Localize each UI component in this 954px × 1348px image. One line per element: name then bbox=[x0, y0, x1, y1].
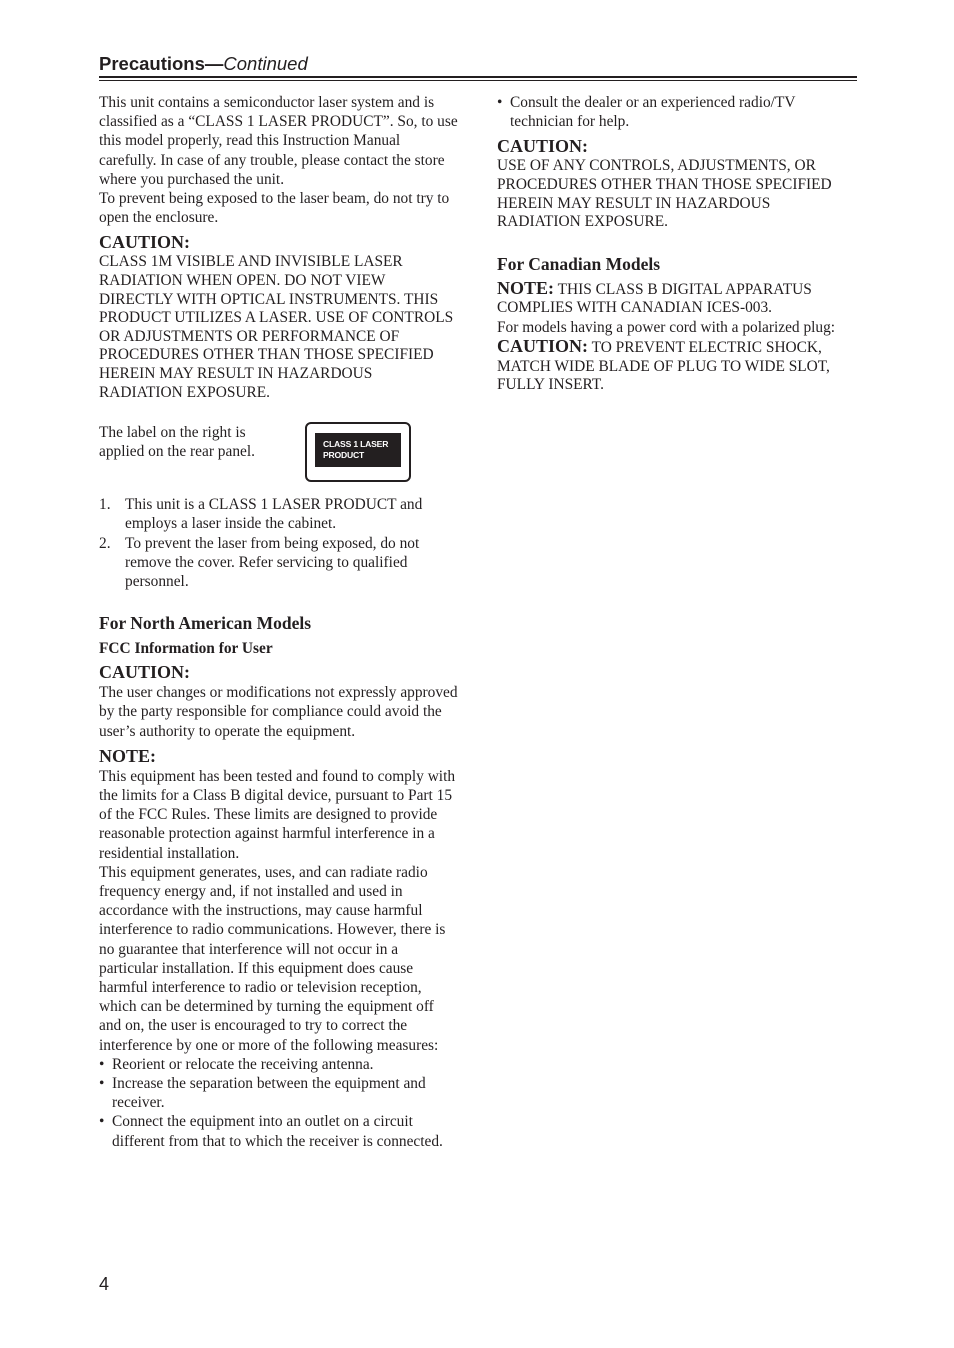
laser-label-plate bbox=[315, 433, 401, 467]
page-number: 4 bbox=[99, 1274, 110, 1294]
list-item-text: Consult the dealer or an experienced radio/TV technician for help. bbox=[510, 94, 796, 131]
class1-laser-label-image bbox=[305, 422, 411, 482]
polarized-plug-text: For models having a power cord with a polarized plug: bbox=[497, 318, 836, 336]
bullet: • bbox=[497, 94, 503, 111]
caution-heading-fcc: CAUTION: bbox=[99, 662, 191, 683]
list-item-text: Connect the equipment into an outlet on a circuit different from that to which the receiver is connected. bbox=[112, 1113, 443, 1150]
caution-heading-controls: CAUTION: bbox=[497, 136, 589, 157]
list-item-text: This unit is a CLASS 1 LASER PRODUCT and employs a laser inside the cabinet. bbox=[125, 496, 423, 533]
canadian-note-label: NOTE: bbox=[497, 277, 555, 298]
canadian-note bbox=[497, 279, 855, 318]
list-item bbox=[99, 534, 459, 592]
canadian-note-text: THIS CLASS B DIGITAL APPARATUS COMPLIES WITH CANADIAN ICES-003. bbox=[497, 280, 812, 317]
header-title-continued: Continued bbox=[223, 53, 308, 74]
laser-label-line1: CLASS 1 LASER bbox=[323, 439, 389, 450]
note-paragraph-2: This equipment generates, uses, and can radiate radio frequency energy and, if not installed and used in accordance with the instructions, may cause harmful interference to radio communications. However, there is no guarantee that interference will not occur in a particular installation. If this equipment does cause harmful interference to radio or television reception, which can be determined by turning the equipment off and on, the user is encouraged to try to correct the interference by one or more of the following measures: bbox=[99, 863, 446, 1054]
bullet: • bbox=[99, 1055, 105, 1073]
north-american-heading: For North American Models bbox=[99, 613, 312, 634]
list-item-number: 2. bbox=[99, 534, 111, 552]
right-column bbox=[497, 93, 855, 395]
left-column bbox=[99, 93, 459, 1151]
list-item bbox=[99, 1112, 459, 1150]
canadian-caution-text: TO PREVENT ELECTRIC SHOCK, MATCH WIDE BLADE OF PLUG TO WIDE SLOT, FULLY INSERT. bbox=[497, 339, 830, 394]
list-item-text: To prevent the laser from being exposed, do not remove the cover. Refer servicing to qualified personnel. bbox=[125, 534, 420, 590]
bullet: • bbox=[99, 1113, 105, 1131]
measures-list bbox=[99, 1055, 459, 1151]
canadian-heading: For Canadian Models bbox=[497, 253, 661, 274]
header-rule-thin bbox=[99, 80, 857, 81]
header-rule-thick bbox=[99, 76, 857, 78]
laser-numbered-list bbox=[99, 495, 459, 591]
list-item bbox=[99, 1074, 459, 1112]
canadian-caution bbox=[497, 337, 855, 395]
intro-paragraph-1: This unit contains a semiconductor laser system and is classified as a “CLASS 1 LASER PRODUCT”. So, to use this model properly, read this Instruction Manual carefully. In case of any trouble, please contact the store where you purchased the unit. bbox=[99, 94, 458, 188]
caution-heading-laser: CAUTION: bbox=[99, 232, 191, 253]
intro-paragraph-2: To prevent being exposed to the laser beam, do not try to open the enclosure. bbox=[99, 190, 450, 227]
note-heading-fcc: NOTE: bbox=[99, 745, 157, 766]
note-paragraph-1: This equipment has been tested and found to comply with the limits for a Class B digital device, pursuant to Part 15 of the FCC Rules. These limits are designed to provide reasonable protection against harmful interference in a residential installation. bbox=[99, 767, 456, 862]
list-item-number: 1. bbox=[99, 496, 111, 514]
list-item bbox=[497, 93, 855, 131]
page-header bbox=[99, 53, 857, 81]
bullet: • bbox=[99, 1075, 105, 1093]
header-title bbox=[99, 53, 308, 75]
list-item bbox=[99, 495, 459, 533]
label-note-text: The label on the right is applied on the rear panel. bbox=[99, 424, 255, 461]
laser-label-line2: PRODUCT bbox=[323, 450, 365, 461]
measures-list-continued bbox=[497, 93, 855, 131]
list-item bbox=[99, 1055, 459, 1074]
label-note-row bbox=[99, 418, 459, 492]
caution-text-controls: USE OF ANY CONTROLS, ADJUSTMENTS, OR PROCEDURES OTHER THAN THOSE SPECIFIED HEREIN MAY RESULT IN HAZARDOUS RADIATION EXPOSURE. bbox=[497, 157, 832, 231]
fcc-subheading: FCC Information for User bbox=[99, 640, 273, 658]
list-item-text: Increase the separation between the equipment and receiver. bbox=[112, 1075, 426, 1112]
header-title-main: Precautions— bbox=[99, 53, 224, 74]
list-item-text: Reorient or relocate the receiving antenna. bbox=[112, 1055, 374, 1073]
canadian-caution-label: CAUTION: bbox=[497, 336, 589, 357]
caution-text-laser: CLASS 1M VISIBLE AND INVISIBLE LASER RADIATION WHEN OPEN. DO NOT VIEW DIRECTLY WITH OPTICAL INSTRUMENTS. THIS PRODUCT UTILIZES A LASER. USE OF CONTROLS OR ADJUSTMENTS OR PERFORMANCE OF PROCEDURES OTHER THAN THOSE SPECIFIED HEREIN MAY RESULT IN HAZARDOUS RADIATION EXPOSURE. bbox=[99, 253, 454, 401]
caution-text-fcc: The user changes or modifications not expressly approved by the party responsible for compliance could avoid the user’s authority to operate the equipment. bbox=[99, 684, 458, 740]
